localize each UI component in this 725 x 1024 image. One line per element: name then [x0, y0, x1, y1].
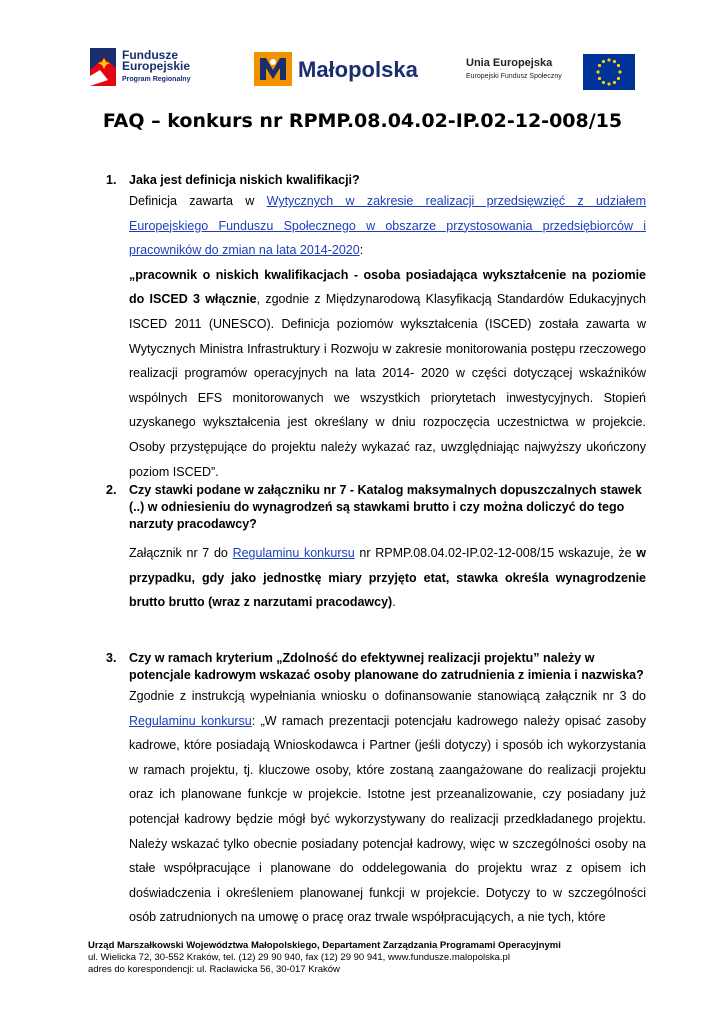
answer-1-intro: Definicja zawarta w — [129, 194, 267, 208]
document-title: FAQ – konkurs nr RPMP.08.04.02-IP.02-12-008/15 — [102, 110, 623, 132]
faq-item-3 — [106, 650, 646, 930]
fe-line2: Europejskie — [122, 59, 191, 73]
question-2-text: Czy stawki podane w załączniku nr 7 - Katalog maksymalnych dopuszczalnych stawek (..) w odniesieniu do wynagrodzeń są stawkami brutto i czy można doliczyć do tego narzuty pracodawcy? — [129, 483, 642, 531]
eu-line1: Unia Europejska — [466, 57, 553, 69]
faq-item-1 — [106, 172, 646, 484]
answer-1-definition: „pracownik o niskich kwalifikacjach - osoba posiadająca wykształcenie na poziomie do ISCED 3 włącznie — [129, 267, 646, 307]
logo-header — [88, 42, 648, 96]
footer-address: ul. Wielicka 72, 30-552 Kraków, tel. (12) 29 90 940, fax (12) 29 90 941, www.fundusze.malopolska.pl — [88, 952, 510, 963]
answer-3-rest: : „W ramach prezentacji potencjału kadrowego należy opisać zasoby kadrowe, które posiadają Wnioskodawca i Partner (jeśli dotyczy) i sposób ich wykorzystania w ramach projektu, tj. kluczowe osoby, które zostaną zaangażowane do realizacji projektu oraz ich planowane funkcje w projekcie. Istotne jest przeanalizowanie, czy posiadany już potencjał kadrowy będzie mógł być wykorzystywany do realizacji przedkładanego projektu. Należy wskazać tylko obecnie posiadany potencjał kadrowy, więc w szczególności osoby na stałe współpracujące i planowane do oddelegowania do projektu wraz z opisem ich doświadczenia i określeniem planowanej funkcji w projekcie. Dotyczy to w szczególności osób zatrudnionych na umowę o pracę oraz trwale współpracujących, a nie tych, które — [129, 713, 646, 925]
malopolska-logo — [254, 52, 424, 86]
footer-office: Urząd Marszałkowski Województwa Małopolskiego, Departament Zarządzania Programami Operacyjnymi — [88, 940, 561, 951]
question-1 — [106, 172, 646, 189]
answer-1-colon: : — [359, 243, 364, 258]
guidelines-link[interactable]: Wytycznych w zakresie realizacji przedsięwzięć z udziałem Europejskiego Funduszu Społecznego w obszarze przystosowania przedsiębiorców i pracowników do zmian na lata 2014-2020 — [129, 194, 646, 258]
answer-2 — [106, 541, 646, 615]
answer-2-mid: nr RPMP.08.04.02-IP.02-12-008/15 wskazuje, że — [354, 546, 637, 560]
footer — [88, 940, 648, 976]
question-3-number: 3. — [106, 651, 117, 665]
eu-line2: Europejski Fundusz Społeczny — [466, 73, 562, 80]
fundusze-europejskie-logo — [88, 44, 208, 92]
malopolska-text: Małopolska — [298, 57, 418, 82]
faq-item-2 — [106, 482, 646, 615]
question-1-number: 1. — [106, 173, 117, 187]
answer-1 — [106, 189, 646, 484]
question-1-text: Jaka jest definicja niskich kwalifikacji? — [129, 173, 360, 187]
fe-line3: Program Regionalny — [122, 76, 191, 83]
answer-3 — [106, 684, 646, 930]
eu-logo — [466, 54, 636, 94]
fe-line1: Fundusze — [122, 48, 178, 62]
regulamin-link-2[interactable]: Regulaminu konkursu — [129, 713, 252, 728]
question-3-text: Czy w ramach kryterium „Zdolność do efektywnej realizacji projektu” należy w potencjale kadrowym wskazać osoby planowane do zatrudnienia z imienia i nazwiska? — [129, 651, 644, 682]
question-2 — [106, 482, 646, 533]
question-2-number: 2. — [106, 483, 117, 497]
regulamin-link-1[interactable]: Regulaminu konkursu — [232, 546, 355, 560]
fe-star-icon — [88, 46, 118, 88]
answer-2-intro: Załącznik nr 7 do — [129, 546, 233, 560]
footer-correspondence: adres do korespondencji: ul. Racławicka 56, 30-017 Kraków — [88, 964, 340, 975]
eu-flag-icon — [583, 54, 635, 90]
malopolska-crest-icon — [254, 52, 292, 86]
answer-3-intro: Zgodnie z instrukcją wypełniania wniosku o dofinansowanie stanowiącą załącznik nr 3 do — [129, 689, 646, 703]
answer-1-rest: , zgodnie z Międzynarodową Klasyfikacją Standardów Edukacyjnych ISCED 2011 (UNESCO). Definicja poziomów wykształcenia (ISCED) została zawarta w Wytycznych Ministra Infrastruktury i Rozwoju w zakresie monitorowania postępu rzeczowego realizacji programów operacyjnych na lata 2014- 2020 w części dotyczącej wskaźników wspólnych EFS monitorowanych we wszystkich priorytetach inwestycyjnych. Stopień uzyskanego wykształcenia jest określany w dniu rozpoczęcia uczestnictwa w projekcie. Osoby przystępujące do projektu należy wykazać raz, uwzględniając najwyższy ukończony poziom ISCED”. — [129, 292, 646, 479]
answer-2-end: . — [392, 595, 396, 610]
answer-2-bold: w przypadku, gdy jako jednostkę miary przyjęto etat, stawka określa wynagrodzenie brutto brutto (wraz z narzutami pracodawcy) — [129, 546, 646, 610]
question-3 — [106, 650, 646, 684]
